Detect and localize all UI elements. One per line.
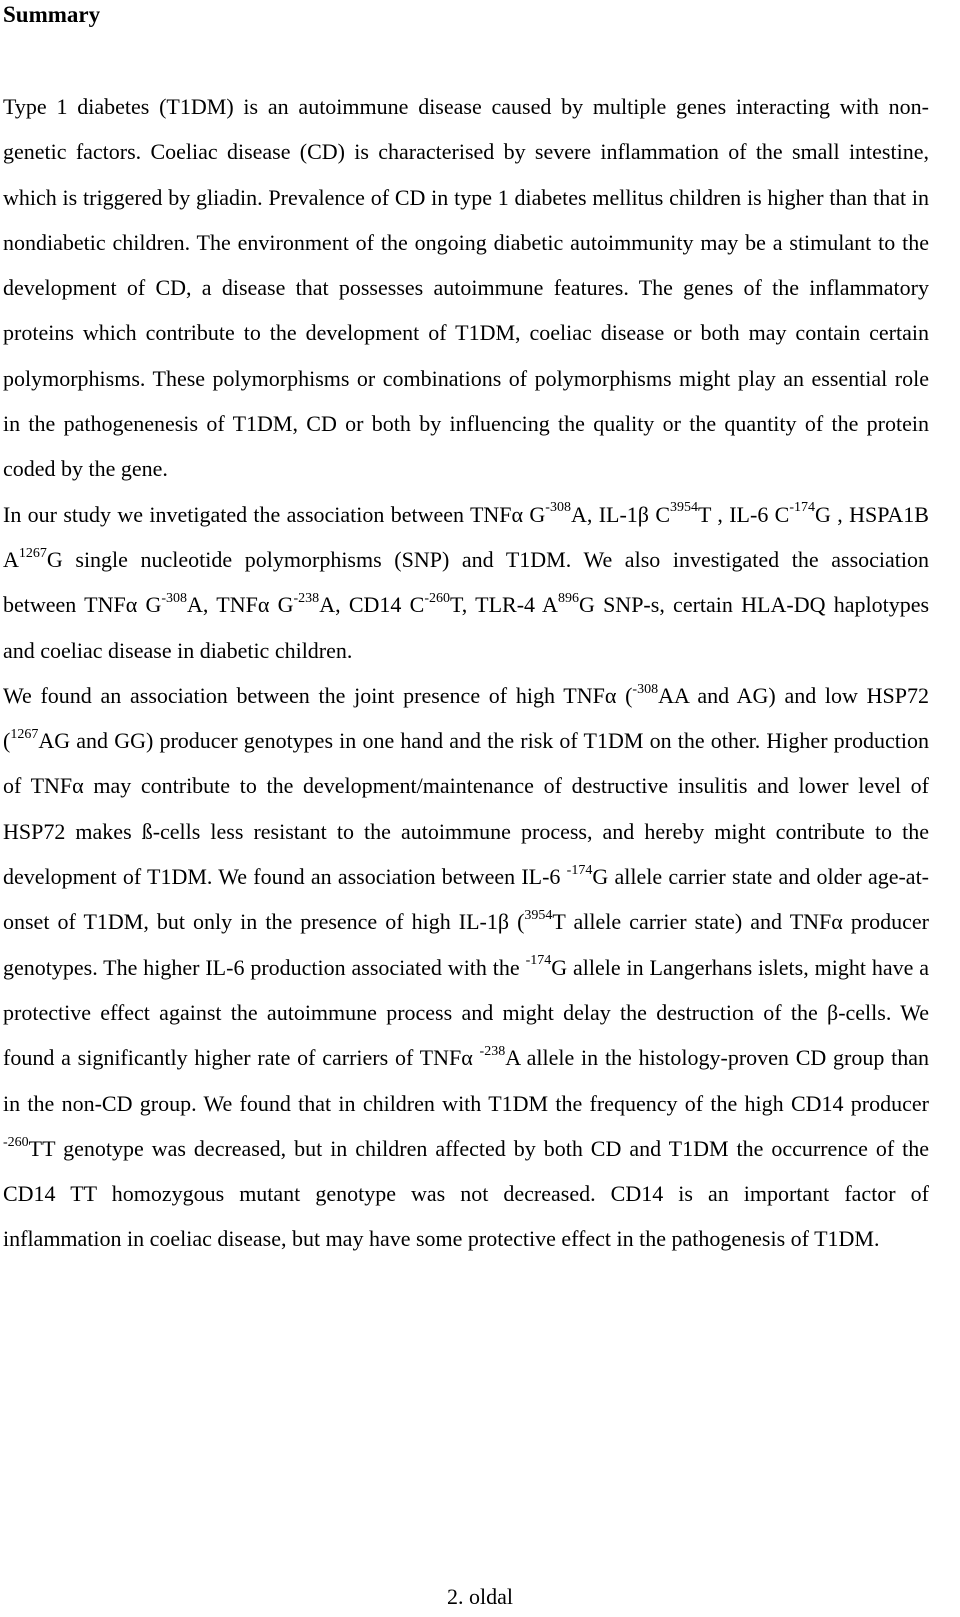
superscript: -238 — [293, 590, 320, 606]
superscript: -308 — [632, 681, 659, 697]
superscript: -260 — [424, 590, 450, 606]
text-run: G single nucleotide polymorphisms (SNP) and T1DM. We also investigated the association between TNFα G — [3, 546, 929, 618]
superscript: 3954 — [670, 500, 698, 516]
superscript: -238 — [479, 1043, 506, 1059]
text-run: We found an association between the joint presence of high TNFα ( — [3, 682, 633, 708]
text-run: T, TLR-4 A — [449, 592, 558, 618]
text-run: AA and AG) and low HSP72 ( — [3, 682, 929, 754]
superscript: -174 — [566, 862, 593, 878]
superscript: 3954 — [524, 908, 553, 924]
superscript: -174 — [789, 500, 815, 516]
text-run: A, TNFα G — [187, 592, 294, 618]
paragraph-findings — [3, 673, 929, 1262]
superscript: 1267 — [10, 726, 39, 742]
superscript: 896 — [557, 590, 579, 606]
text-run: A, CD14 C — [319, 592, 425, 618]
text-run: T , IL-6 C — [698, 501, 790, 527]
text-run: G SNP-s, certain HLA-DQ haplotypes and coeliac disease in diabetic children. — [3, 592, 930, 663]
superscript: -308 — [161, 590, 188, 606]
text-run: G allele carrier state and older age-at-onset of T1DM, but only in the presence of high IL-1β ( — [3, 864, 930, 935]
superscript: -308 — [545, 500, 571, 516]
text-run: A, IL-1β C — [570, 501, 670, 527]
superscript: 1267 — [18, 545, 47, 561]
page-number-footer: 2. oldal — [447, 1584, 513, 1609]
paragraph-study-aims — [3, 492, 929, 673]
text-run: TT genotype was decreased, but in children affected by both CD and T1DM the occurrence of the CD14 TT homozygous mutant genotype was not decreased. CD14 is an important factor of inflammation in coeliac disease, but may have some protective effect in the pathogenesis of T1DM. — [3, 1135, 929, 1252]
section-heading: Summary — [3, 2, 101, 27]
text-run: A allele in the histology-proven CD group than in the non-CD group. We found that in children with T1DM the frequency of the high CD14 producer — [3, 1045, 930, 1116]
superscript: -174 — [525, 953, 552, 969]
text-run: T allele carrier state) and TNFα producer genotypes. The higher IL-6 production associated with the — [3, 909, 929, 980]
superscript: -260 — [3, 1134, 29, 1150]
paragraph-intro: Type 1 diabetes (T1DM) is an autoimmune disease caused by multiple genes interacting with non-genetic factors. Coeliac disease (CD) is characterised by severe inflammation of the small intestine, which is triggered by gliadin. Prevalence of CD in type 1 diabetes mellitus children is higher than that in nondiabetic children. The environment of the ongoing diabetic autoimmunity may be a stimulant to the development of CD, a disease that possesses autoimmune features. The genes of the inflammatory proteins which contribute to the development of T1DM, coeliac disease or both may contain certain polymorphisms. These polymorphisms or combinations of polymorphisms might play an essential role in the pathogenenesis of T1DM, CD or both by influencing the quality or the quantity of the protein coded by the gene. — [3, 94, 929, 482]
text-run: G , HSPA1B A — [3, 501, 929, 572]
text-run: G allele in Langerhans islets, might have a protective effect against the autoimmune process and might delay the destruction of the β-cells. We found a significantly higher rate of carriers of TNFα — [3, 954, 930, 1071]
summary-body — [3, 84, 929, 1262]
text-run: In our study we invetigated the association between TNFα G — [3, 501, 546, 527]
text-run: AG and GG) producer genotypes in one hand and the risk of T1DM on the other. Higher production of TNFα may contribute to the development/maintenance of destructive insulitis and lower level of HSP72 makes ß-cells less resistant to the autoimmune process, and hereby might contribute to the development of T1DM. We found an association between IL-6 — [3, 728, 929, 890]
